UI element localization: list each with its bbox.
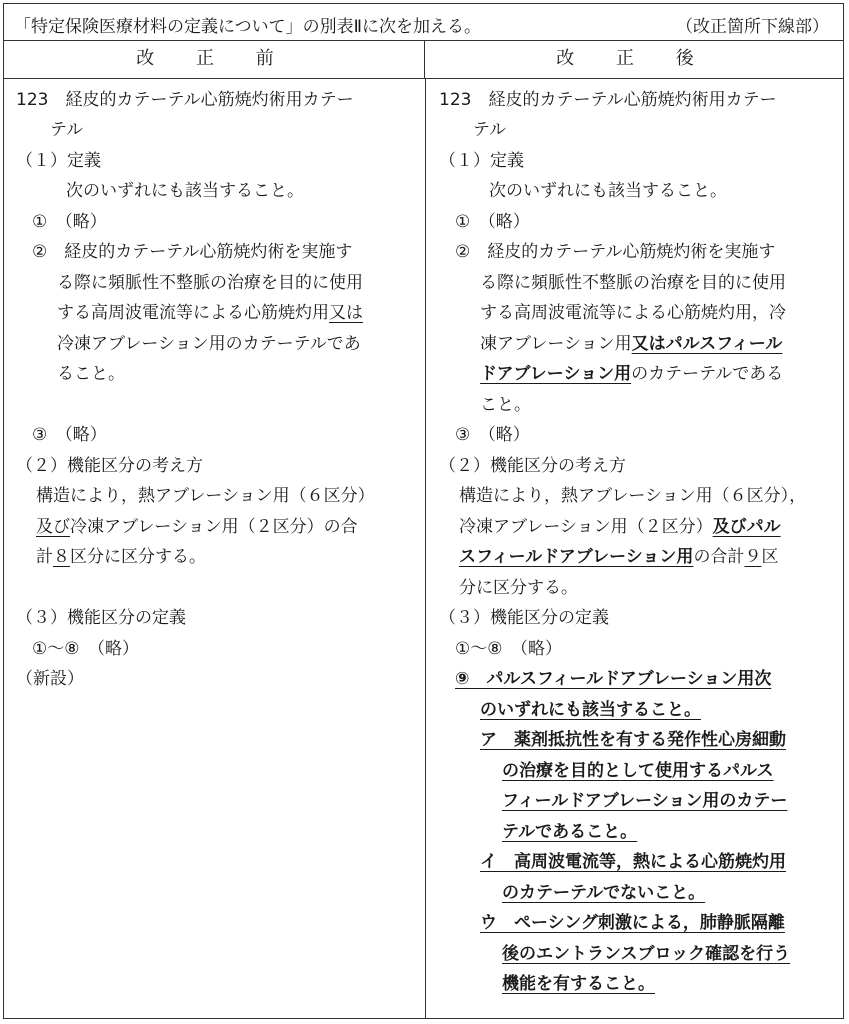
before-text: ③ （略） bbox=[32, 425, 107, 445]
amendment-table bbox=[3, 3, 844, 1019]
before-text: 冷凍アブレーション用（２区分）の合 bbox=[70, 517, 358, 537]
after-new-item-u: ウ ペーシング刺激による，肺静脈隔離 bbox=[480, 913, 785, 933]
after-new-text: のいずれにも該当すること。 bbox=[480, 700, 701, 720]
after-text: のカテーテルである bbox=[631, 364, 784, 384]
header-before: 改 正 前 bbox=[4, 41, 425, 79]
after-text: 分に区分する。 bbox=[459, 578, 578, 598]
after-new-text: 後のエントランスブロック確認を行う bbox=[502, 944, 791, 964]
after-text: 次のいずれにも該当すること。 bbox=[489, 181, 727, 201]
after-text: する高周波電流等による心筋焼灼用，冷 bbox=[480, 303, 786, 323]
after-text: ① （略） bbox=[455, 212, 530, 232]
after-new-item-9: ⑨ パルスフィールドアブレーション用次 bbox=[455, 669, 772, 689]
before-heading-concept: （２）機能区分の考え方 bbox=[16, 456, 203, 476]
after-underlined-text: 又はパルスフィール bbox=[631, 334, 783, 354]
after-underlined-text: ドアブレーション用 bbox=[480, 364, 632, 384]
after-text-line bbox=[459, 544, 778, 570]
before-text-line bbox=[57, 300, 363, 326]
after-underlined-text: ９ bbox=[744, 547, 762, 567]
after-heading-concept: （２）機能区分の考え方 bbox=[439, 456, 626, 476]
after-new-text: の治療を目的として使用するパルス bbox=[502, 761, 774, 781]
after-text-line bbox=[480, 361, 783, 387]
after-new-item-i: イ 高周波電流等，熱による心筋焼灼用 bbox=[480, 852, 786, 872]
before-text: ること。 bbox=[57, 364, 125, 384]
before-text: ①～⑧ （略） bbox=[32, 639, 139, 659]
before-text: 構造により，熱アブレーション用（６区分） bbox=[36, 486, 375, 506]
before-underlined-text: 及び bbox=[36, 517, 70, 537]
after-item-title-cont: テル bbox=[473, 120, 507, 140]
before-item-title: 123 経皮的カテーテル心筋焼灼術用カテー bbox=[16, 90, 354, 110]
after-new-text: のカテーテルでないこと。 bbox=[502, 883, 706, 903]
after-text-line bbox=[459, 514, 781, 540]
after-new-text: フィールドアブレーション用のカテー bbox=[502, 791, 788, 811]
before-underlined-text: ８ bbox=[53, 547, 70, 567]
before-text: 区分に区分する。 bbox=[70, 547, 206, 567]
after-underlined-text: 及びパル bbox=[712, 517, 781, 537]
before-item-title-cont: テル bbox=[50, 120, 84, 140]
after-text: ② 経皮的カテーテル心筋焼灼術を実施す bbox=[455, 242, 776, 262]
before-text: 冷凍アブレーション用のカテーテルであ bbox=[57, 334, 361, 354]
before-text: ② 経皮的カテーテル心筋焼灼術を実施す bbox=[32, 242, 353, 262]
before-text-line bbox=[36, 514, 358, 540]
after-new-text: 機能を有すること。 bbox=[502, 974, 655, 994]
before-text: 計 bbox=[36, 547, 53, 567]
after-heading-categories: （３）機能区分の定義 bbox=[439, 608, 609, 628]
before-new-marker: （新設） bbox=[16, 669, 84, 689]
after-text: 構造により，熱アブレーション用（６区分）， bbox=[459, 486, 807, 506]
intro-text: 「特定保険医療材料の定義について」の別表Ⅱに次を加える。 bbox=[14, 17, 482, 37]
after-text: 区 bbox=[761, 547, 779, 567]
after-text-line bbox=[480, 331, 782, 357]
before-text-line bbox=[36, 544, 206, 570]
before-text: 次のいずれにも該当すること。 bbox=[66, 181, 304, 201]
before-text: る際に頻脈性不整脈の治療を目的に使用 bbox=[57, 273, 363, 293]
after-heading-definition: （１）定義 bbox=[439, 151, 524, 171]
column-divider bbox=[425, 79, 426, 1018]
before-text: ① （略） bbox=[32, 212, 107, 232]
after-text: 冷凍アブレーション用（２区分） bbox=[459, 517, 713, 537]
before-heading-definition: （１）定義 bbox=[16, 151, 101, 171]
after-text: の合計 bbox=[693, 547, 745, 567]
after-underlined-text: スフィールドアブレーション用 bbox=[459, 547, 694, 567]
table-caption-row bbox=[4, 4, 843, 41]
before-text: する高周波電流等による心筋焼灼用 bbox=[57, 303, 329, 323]
after-text: る際に頻脈性不整脈の治療を目的に使用 bbox=[480, 273, 786, 293]
before-underlined-text: 又は bbox=[329, 303, 363, 323]
after-text: こと。 bbox=[480, 395, 531, 415]
before-heading-categories: （３）機能区分の定義 bbox=[16, 608, 186, 628]
after-item-title: 123 経皮的カテーテル心筋焼灼術用カテー bbox=[439, 90, 777, 110]
after-text: ①～⑧ （略） bbox=[455, 639, 562, 659]
after-new-item-a: ア 薬剤抵抗性を有する発作性心房細動 bbox=[480, 730, 786, 750]
after-text: 凍アブレーション用 bbox=[480, 334, 632, 354]
underline-note: （改正箇所下線部） bbox=[676, 17, 829, 37]
header-after: 改 正 後 bbox=[425, 41, 843, 79]
after-new-text: テルであること。 bbox=[502, 822, 638, 842]
after-text: ③ （略） bbox=[455, 425, 530, 445]
